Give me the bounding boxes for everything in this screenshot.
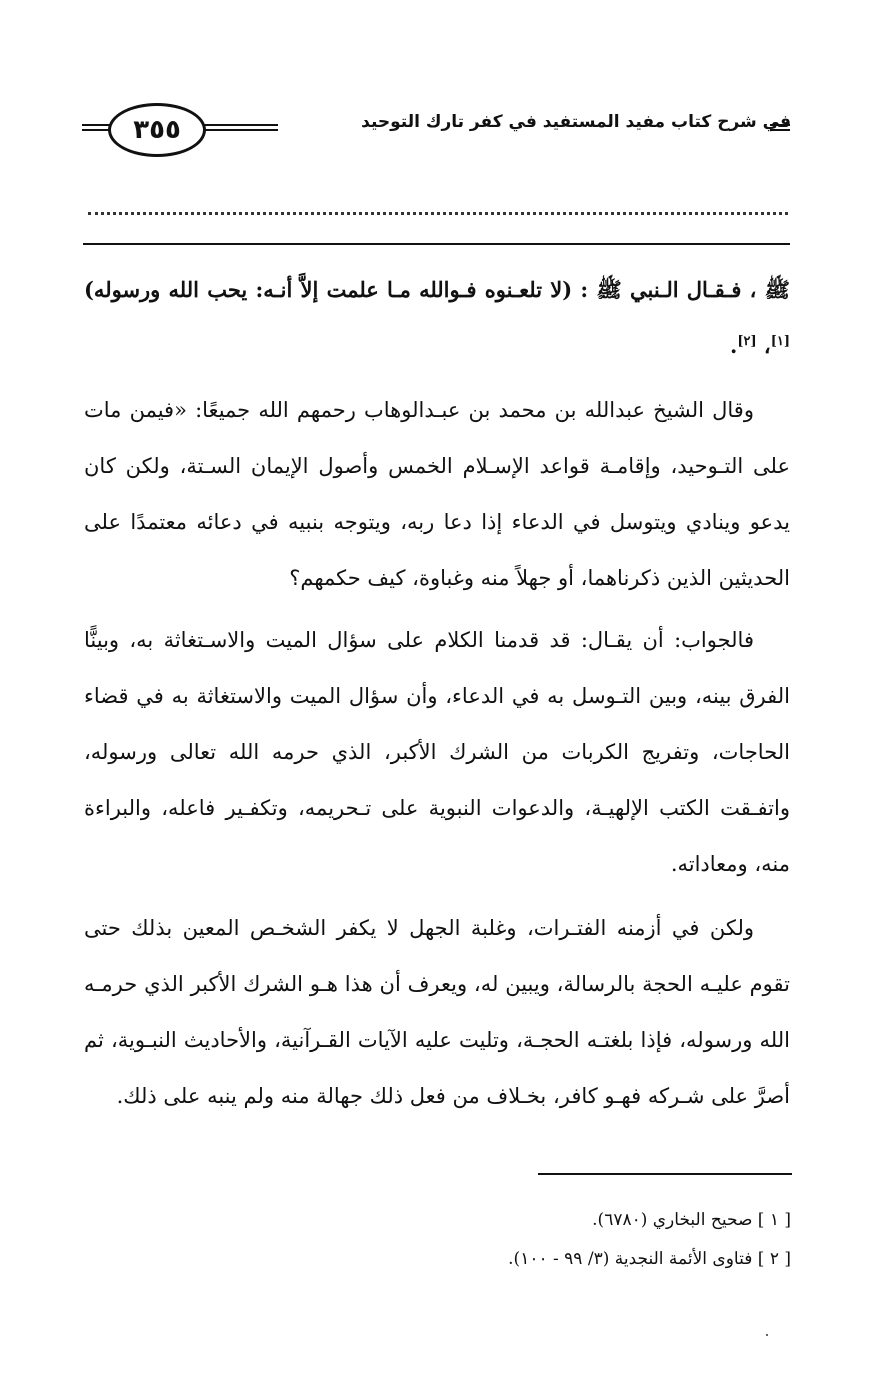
footnote-rule <box>538 1173 792 1175</box>
paragraph-4: ولكن في أزمنه الفتـرات، وغلبة الجهل لا يكفر الشخـص المعين بذلك حتى تقوم عليـه الحجة بالرسالة، ويبين له، ويعرف أن هذا هـو الشرك الأكبر الذي حرمـه الله ورسوله، فإذا بلغتـه الحجـة، وتليت عليه الآيات القـرآنية، والأحاديث النبـوية، ثم أصرَّ على شـركه فهـو كافر، بخـلاف من فعل ذلك جهالة منه ولم ينبه على ذلك. <box>84 916 790 1108</box>
header-rule-far-right <box>770 124 790 131</box>
header-rule-mid <box>200 124 278 131</box>
page-number: ٣٥٥ <box>133 115 181 145</box>
page-number-badge <box>108 103 206 157</box>
header-rule-left <box>82 124 110 131</box>
footnote-2: [ ٢ ] فتاوى الأئمة النجدية (٣/ ٩٩ - ١٠٠). <box>508 1249 791 1269</box>
running-header-title: في شرح كتاب مفيد المستفيد في كفر تارك التوحيد <box>361 112 791 132</box>
paragraph-3: فالجواب: أن يقـال: قد قدمنا الكلام على سؤال الميت والاسـتغاثة به، وبينًّا الفرق بينه، وبين التـوسل به في الدعاء، وأن سؤال الميت والاستغاثة به في قضاء الحاجات، وتفريج الكربات من الشرك الأكبر، الذي حرمه الله تعالى ورسوله، واتفـقت الكتب الإلهيـة، والدعوات النبوية على تـحريمه، وتكفـير فاعله، والبراءة منه، ومعاداته. <box>84 628 790 876</box>
dotted-separator <box>88 198 788 215</box>
paragraph-1 <box>84 262 790 374</box>
paragraph-1-text: ﷺ ، فـقـال الـنبي ﷺ : (لا تلعـنوه فـوالله مـا علمت إلاَّ أنـه: يحب الله ورسوله) <box>84 277 790 302</box>
paragraph-2: وقال الشيخ عبدالله بن محمد بن عبـدالوهاب رحمهم الله جميعًا: «فيمن مات على التـوحيد، وإقامـة قواعد الإسـلام الخمس وأصول الإيمان السـتة، ولكن كان يدعو وينادي ويتوسل في الدعاء إذا دعا ربه، ويتوجه بنبيه في دعائه معتمدًا على الحديثين الذين ذكرناهما، أو جهلاً منه وغباوة، كيف حكمهم؟ <box>84 398 790 590</box>
scan-speck <box>766 1334 768 1336</box>
footnote-ref-2: [٢] <box>737 334 757 349</box>
paragraph-1-end: . <box>730 333 738 358</box>
footnote-1: [ ١ ] صحيح البخاري (٦٧٨٠). <box>592 1210 791 1230</box>
ref-separator: ، <box>756 333 771 358</box>
top-rule <box>83 243 790 245</box>
footnote-ref-1: [١] <box>770 334 790 349</box>
